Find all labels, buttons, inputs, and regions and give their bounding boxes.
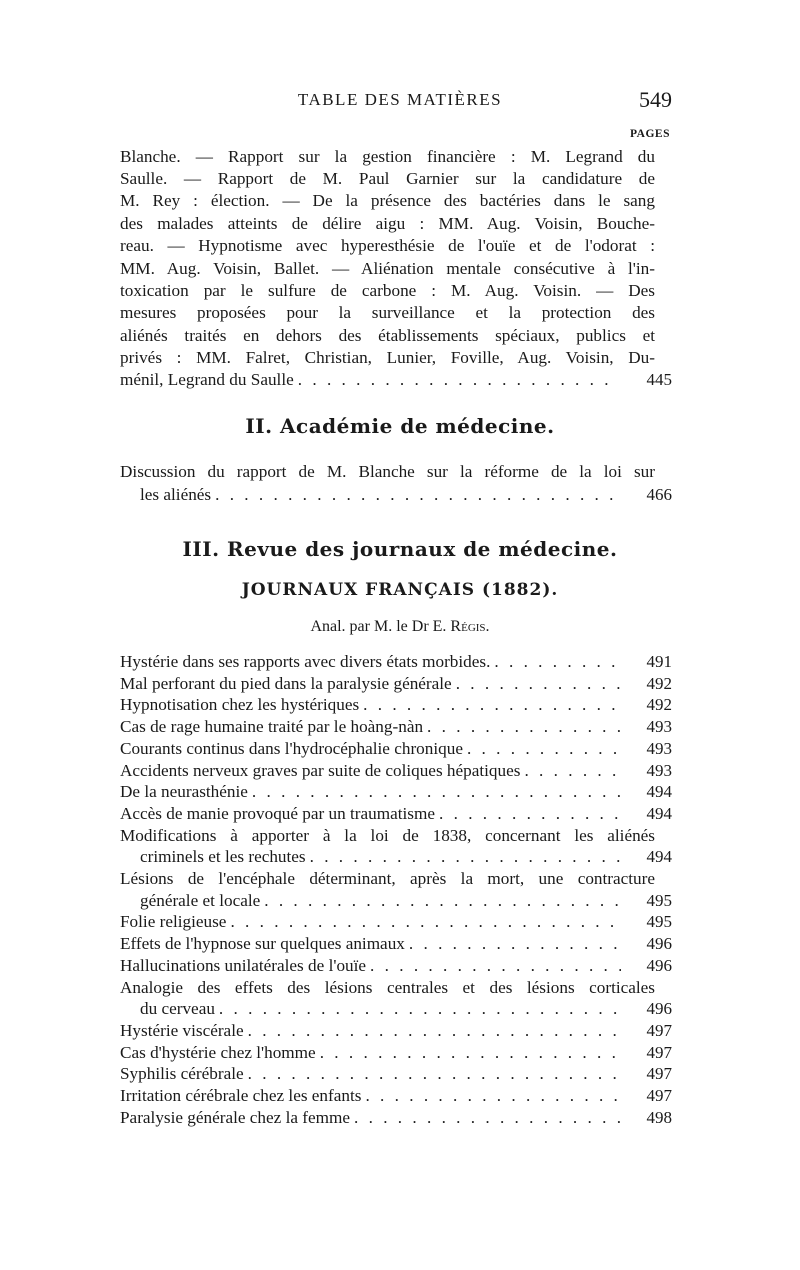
toc-entry xyxy=(120,1107,625,1129)
entry-page: 496 xyxy=(646,934,672,954)
entry-text: Mal perforant du pied dans la paralysie générale xyxy=(120,673,452,693)
entry-text: Courants continus dans l'hydrocéphalie chronique xyxy=(120,738,463,758)
paragraph-line: aliénés traités en dehors des établissements spéciaux, publics et xyxy=(120,326,655,345)
toc-entry xyxy=(120,1063,625,1085)
entry-page: 492 xyxy=(646,673,672,693)
analyst-line xyxy=(120,618,680,636)
entry-page: 496 xyxy=(646,955,672,975)
toc-entry xyxy=(120,760,625,782)
toc-entry xyxy=(120,651,625,673)
page-number: 549 xyxy=(639,87,672,112)
entry-text: criminels et les rechutes xyxy=(140,847,306,867)
entry-text: ménil, Legrand du Saulle xyxy=(120,370,294,389)
toc-entry xyxy=(140,846,625,868)
subsection-heading: JOURNAUX FRANÇAIS (1882). xyxy=(241,580,559,600)
entry-text: Hystérie dans ses rapports avec divers états morbides. xyxy=(120,652,491,671)
entry-page: 497 xyxy=(646,1064,672,1084)
entry-page: 493 xyxy=(646,717,672,737)
analyst-prefix: Anal. par M. le Dr E. xyxy=(310,618,451,635)
entry-text: Effets de l'hypnose sur quelques animaux xyxy=(120,934,405,954)
analyst-name: Régis. xyxy=(450,618,490,635)
entry-text: Accès de manie provoqué par un traumatisme xyxy=(120,803,435,823)
entry-page: 496 xyxy=(646,999,672,1019)
entry-text: Hallucinations unilatérales de l'ouïe xyxy=(120,955,367,975)
paragraph-line: privés : MM. Falret, Christian, Lunier, Foville, Aug. Voisin, Du- xyxy=(120,348,655,367)
toc-entry xyxy=(120,803,625,825)
entry-text: les aliénés xyxy=(140,485,212,504)
entry-page: 466 xyxy=(646,485,672,504)
paragraph-line: Discussion du rapport de M. Blanche sur la réforme de la loi sur xyxy=(120,462,655,481)
entry-text: du cerveau xyxy=(140,999,215,1019)
toc-entry-line: Modifications à apporter à la loi de 1838, concernant les aliénés xyxy=(120,825,655,845)
toc-entry xyxy=(140,998,625,1020)
paragraph-line: Blanche. — Rapport sur la gestion financière : M. Legrand du xyxy=(120,147,655,166)
toc-entry xyxy=(140,484,620,506)
entry-text: De la neurasthénie xyxy=(120,782,248,802)
entry-text: Irritation cérébrale chez les enfants xyxy=(120,1086,362,1105)
entry-text: Cas de rage humaine traité par le hoàng-nàn xyxy=(120,717,424,737)
entry-page: 495 xyxy=(646,912,672,932)
toc-entry xyxy=(120,694,625,716)
running-head xyxy=(120,87,680,120)
toc-entry xyxy=(120,369,620,391)
entry-page: 494 xyxy=(646,782,672,802)
entry-text: générale et locale xyxy=(140,890,261,910)
entry-page: 492 xyxy=(646,695,672,715)
paragraph-line: M. Rey : élection. — De la présence des bactéries dans le sang xyxy=(120,191,655,210)
entry-text: Paralysie générale chez la femme xyxy=(120,1107,350,1127)
paragraph-line: mesures proposées pour la surveillance et la protection des xyxy=(120,303,655,322)
toc-entry xyxy=(120,1042,625,1064)
paragraph-line: Saulle. — Rapport de M. Paul Garnier sur la candidature de xyxy=(120,169,655,188)
paragraph-line: toxication par le sulfure de carbone : M. Aug. Voisin. — Des xyxy=(120,281,655,300)
toc-entry xyxy=(120,955,625,977)
toc-entry xyxy=(120,673,625,695)
paragraph-line: MM. Aug. Voisin, Ballet. — Aliénation mentale consécutive à l'in- xyxy=(120,259,655,278)
entry-page: 494 xyxy=(646,803,672,823)
toc-entry-line: Analogie des effets des lésions centrales et des lésions corticales xyxy=(120,977,655,997)
entry-text: Hypnotisation chez les hystériques xyxy=(120,695,360,715)
entry-text: Syphilis cérébrale xyxy=(120,1064,244,1084)
entry-page: 498 xyxy=(646,1107,672,1127)
entry-text: Folie religieuse xyxy=(120,912,227,932)
entry-page: 493 xyxy=(646,760,672,780)
toc-entry xyxy=(120,738,625,760)
entry-page: 497 xyxy=(646,1042,672,1062)
running-title: TABLE DES MATIÈRES xyxy=(297,90,503,109)
section-heading: II. Académie de médecine. xyxy=(245,414,555,438)
toc-entry xyxy=(120,911,625,933)
toc-entry xyxy=(120,716,625,738)
paragraph-line: des malades atteints de délire aigu : MM. Aug. Voisin, Bouche- xyxy=(120,214,655,233)
toc-entry xyxy=(120,781,625,803)
entry-page: 497 xyxy=(646,1086,672,1105)
entry-page: 493 xyxy=(646,738,672,758)
section-heading: III. Revue des journaux de médecine. xyxy=(182,537,618,561)
entry-page: 491 xyxy=(646,652,672,671)
paragraph-line: reau. — Hypnotisme avec hyperesthésie de l'ouïe et de l'odorat : xyxy=(120,236,655,255)
entry-page: 497 xyxy=(646,1020,672,1040)
entry-text: Accidents nerveux graves par suite de coliques hépatiques xyxy=(120,760,521,780)
toc-entry xyxy=(120,1020,625,1042)
entry-page: 495 xyxy=(646,890,672,910)
toc-entry xyxy=(120,1085,625,1107)
entry-page: 494 xyxy=(646,847,672,867)
entry-text: Hystérie viscérale xyxy=(120,1020,244,1040)
entry-text: Cas d'hystérie chez l'homme xyxy=(120,1042,316,1062)
toc-entry xyxy=(120,933,625,955)
toc-entry-line: Lésions de l'encéphale déterminant, après la mort, une contracture xyxy=(120,869,655,888)
toc-entry xyxy=(140,890,625,912)
entry-page: 445 xyxy=(646,370,672,389)
pages-column-label: PAGES xyxy=(630,128,670,140)
